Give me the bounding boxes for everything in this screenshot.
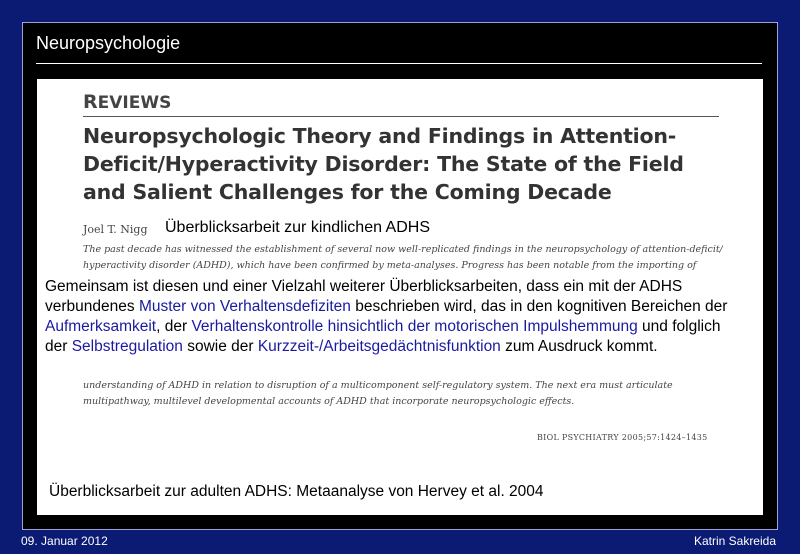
paper-section-initial: R <box>83 91 98 113</box>
paper-citation: BIOL PSYCHIATRY 2005;57:1424–1435 <box>537 433 708 442</box>
paper-title: Neuropsychologic Theory and Findings in Attention-Deficit/Hyperactivity Disorder: The State of the Field and Salient Challenges for the Coming Decade <box>83 124 684 204</box>
summary-text: sowie der <box>182 338 258 355</box>
summary-highlight-self-regulation: Selbstregulation <box>71 338 183 355</box>
paper-author: Joel T. Nigg <box>83 223 148 236</box>
summary-highlight-behavior-control: Verhaltenskontrolle hinsichtlich der motorischen Impulshemmung <box>191 318 638 335</box>
slide-title: Neuropsychologie <box>36 33 181 53</box>
summary-text: Gemeinsam ist diesen und einer Vielzahl weiterer Überblicksarbeiten, dass ein mit der ADHS verbundenes <box>45 278 683 315</box>
summary-text: beschrieben wird, das in den kognitiven Bereichen der <box>350 298 728 315</box>
annotation-adult-review: Überblicksarbeit zur adulten ADHS: Metaanalyse von Hervey et al. 2004 <box>49 483 544 500</box>
paper-heading-rule <box>83 116 719 117</box>
paper-section-rest: EVIEWS <box>97 93 172 113</box>
summary-highlight-attention: Aufmerksamkeit <box>45 318 157 335</box>
summary-text: zum Ausdruck kommt. <box>500 338 658 355</box>
paper-section-heading <box>83 91 171 113</box>
summary-highlight-behavior-deficits: Muster von Verhaltensdefiziten <box>138 298 351 315</box>
summary-text: und folglich der <box>45 318 721 355</box>
annotation-child-review: Überblicksarbeit zur kindlichen ADHS <box>165 219 430 236</box>
summary-text: , der <box>156 318 192 335</box>
footer-date: 09. Januar 2012 <box>21 534 108 548</box>
paper-abstract-top: The past decade has witnessed the establishment of several now well-replicated findings in the neuropsychology of attention-deficit/ hyperactivity disorder (ADHD), which have been confirmed by meta-analyses. Progress has been notable from the importing of <box>83 244 723 271</box>
summary-highlight-working-memory: Kurzzeit-/Arbeitsgedächtnisfunktion <box>257 338 501 355</box>
footer-author: Katrin Sakreida <box>693 534 776 548</box>
paper-abstract-bottom: understanding of ADHD in relation to disruption of a multicomponent self-regulatory system. The next era must articulate multipathway, multilevel developmental accounts of ADHD that incorporate neuropsychologic effects. <box>83 380 673 407</box>
summary-overlay <box>45 277 745 357</box>
title-divider <box>36 63 762 64</box>
paper-excerpt-image <box>37 79 763 515</box>
